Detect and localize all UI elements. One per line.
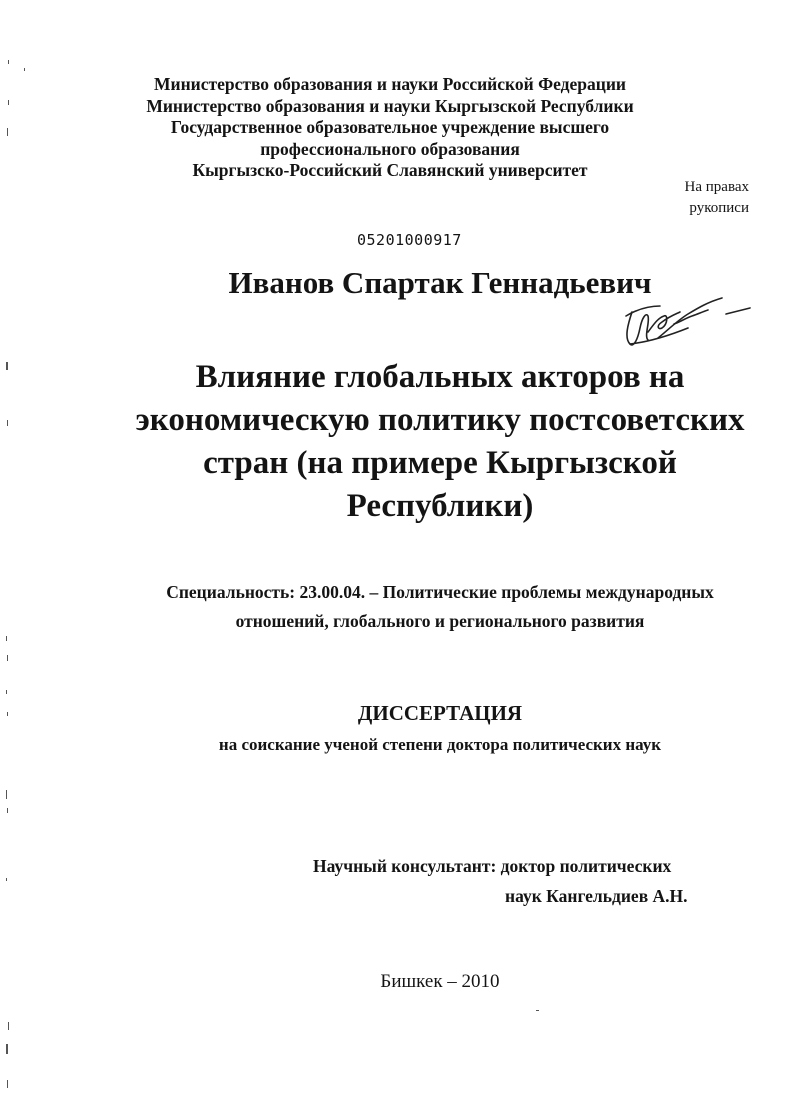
specialty-line: Специальность: 23.00.04. – Политические проблемы международных [166, 582, 714, 602]
scan-mark [8, 60, 9, 64]
catalog-code: 05201000917 [357, 231, 462, 249]
consultant-line: наук Кангельдиев А.Н. [505, 886, 688, 906]
scan-mark [6, 636, 7, 641]
scan-mark [8, 1022, 9, 1030]
scan-mark [7, 1080, 8, 1088]
header-line: Министерство образования и науки Кыргызской Республики [146, 95, 634, 116]
header-line: Министерство образования и науки Российской Федерации [153, 74, 627, 94]
header-line: профессионального образования [260, 138, 520, 159]
scan-mark [7, 420, 8, 426]
dissertation-title [100, 356, 780, 528]
header-line: Государственное образовательное учреждение высшего [170, 117, 610, 138]
scan-mark [7, 712, 8, 716]
signature-icon [618, 294, 758, 354]
rights-line: На правах [684, 179, 749, 195]
degree-subtitle: на соискание ученой степени доктора политических наук [218, 735, 662, 754]
city-year: Бишкек – 2010 [380, 971, 500, 992]
scan-mark [24, 68, 25, 71]
specialty-line: отношений, глобального и регионального развития [235, 611, 645, 631]
scan-mark [6, 790, 7, 799]
manuscript-rights-note [685, 177, 749, 219]
title-line: Республики) [346, 488, 534, 524]
scan-mark [536, 1010, 539, 1011]
scientific-consultant [313, 851, 688, 911]
author-name: Иванов Спартак Геннадьевич [228, 265, 652, 300]
header-line: Кыргызско-Российский Славянский университет [192, 160, 588, 181]
dissertation-heading: ДИССЕРТАЦИЯ [357, 701, 523, 725]
consultant-line: Научный консультант: доктор политических [313, 856, 672, 876]
scan-mark [8, 100, 9, 105]
title-line: экономическую политику постсоветских [135, 402, 745, 438]
rights-line: рукописи [689, 200, 749, 216]
scan-mark [6, 878, 7, 881]
scan-mark [6, 1044, 8, 1054]
institution-header [80, 74, 700, 182]
scan-mark [6, 362, 8, 370]
scan-mark [7, 655, 8, 661]
scan-mark [6, 690, 7, 694]
scan-mark [7, 128, 8, 136]
title-line: Влияние глобальных акторов на [195, 359, 685, 395]
scan-mark [7, 808, 8, 813]
title-line: стран (на примере Кыргызской [203, 445, 677, 481]
specialty-block [60, 578, 795, 636]
